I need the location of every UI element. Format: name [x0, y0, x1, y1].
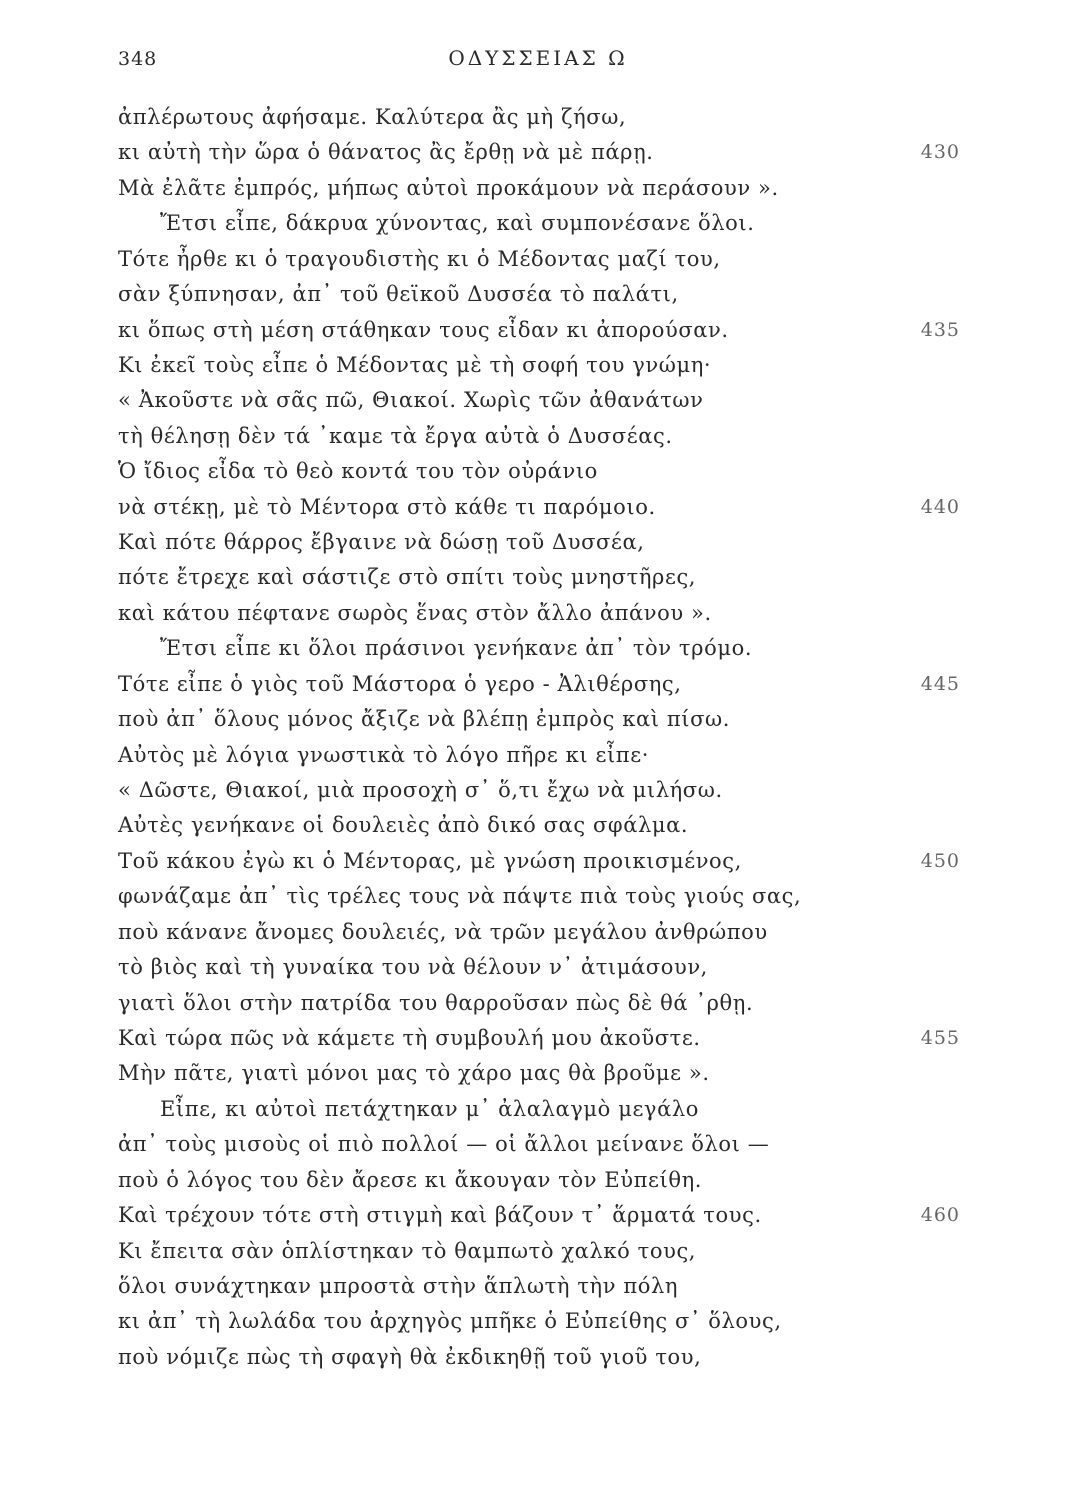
verse-line [0, 773, 1076, 808]
verse-text: ποὺ ὁ λόγος του δὲν ἄρεσε κι ἄκουγαν τὸν Εὐπείθη. [118, 1167, 703, 1192]
verse-line [0, 1092, 1076, 1127]
verse-line [0, 313, 1076, 348]
verse-line [0, 986, 1076, 1021]
verse-line [0, 1304, 1076, 1339]
verse-text: Καὶ πότε θάρρος ἔβγαινε νὰ δώσῃ τοῦ Δυσσέα, [118, 530, 645, 555]
verse-line [0, 242, 1076, 277]
verse-text: γιατὶ ὅλοι στὴν πατρίδα του θαρροῦσαν πὼς δὲ θά ᾽ρθῃ. [118, 990, 754, 1015]
verse-line [0, 206, 1076, 241]
poem-text [0, 100, 1076, 1375]
verse-text: Μὴν πᾶτε, γιατὶ μόνοι μας τὸ χάρο μας θὰ βροῦμε ». [118, 1061, 710, 1086]
verse-line [0, 1021, 1076, 1056]
verse-line [0, 915, 1076, 950]
verse-text: Ἔτσι εἶπε, δάκρυα χύνοντας, καὶ συμπονέσανε ὅλοι. [160, 211, 755, 236]
verse-text: Τοῦ κάκου ἐγὼ κι ὁ Μέντορας, μὲ γνώση προικισμένος, [118, 848, 742, 873]
verse-text: Κι ἔπειτα σὰν ὁπλίστηκαν τὸ θαμπωτὸ χαλκό τους, [118, 1238, 697, 1263]
verse-line [0, 1269, 1076, 1304]
verse-line [0, 738, 1076, 773]
verse-text: ποὺ κάνανε ἄνομες δουλειές, νὰ τρῶν μεγάλου ἀνθρώπου [118, 919, 768, 944]
verse-line [0, 702, 1076, 737]
verse-line [0, 171, 1076, 206]
verse-line [0, 667, 1076, 702]
verse-text: σὰν ξύπνησαν, ἀπ᾽ τοῦ θεϊκοῦ Δυσσέα τὸ παλάτι, [118, 282, 679, 307]
verse-text: Μὰ ἐλᾶτε ἐμπρός, μήπως αὐτοὶ προκάμουν νὰ περάσουν ». [118, 175, 779, 200]
verse-number: 460 [920, 1204, 960, 1227]
verse-text: κι αὐτὴ τὴν ὥρα ὁ θάνατος ἂς ἔρθῃ νὰ μὲ πάρῃ. [118, 140, 654, 165]
verse-line [0, 1127, 1076, 1162]
running-title: ΟΔΥΣΣΕΙΑΣ Ω [448, 46, 628, 70]
verse-line [0, 277, 1076, 312]
verse-line [0, 560, 1076, 595]
verse-line [0, 454, 1076, 489]
verse-text: Τότε ἦρθε κι ὁ τραγουδιστὴς κι ὁ Μέδοντας μαζί του, [118, 246, 721, 271]
verse-line [0, 1340, 1076, 1375]
verse-text: ποὺ ἀπ᾽ ὅλους μόνος ἄξιζε νὰ βλέπῃ ἐμπρὸς καὶ πίσω. [118, 707, 731, 732]
verse-line [0, 950, 1076, 985]
verse-line [0, 879, 1076, 914]
verse-text: Αὐτὲς γενήκανε οἱ δουλειὲς ἀπὸ δικό σας σφάλμα. [118, 813, 689, 838]
verse-text: Αὐτὸς μὲ λόγια γνωστικὰ τὸ λόγο πῆρε κι εἶπε· [118, 742, 649, 767]
verse-text: Καὶ τρέχουν τότε στὴ στιγμὴ καὶ βάζουν τ᾽ ἅρματά τους. [118, 1203, 762, 1228]
verse-text: ἀπλέρωτους ἀφήσαμε. Καλύτερα ἂς μὴ ζήσω, [118, 105, 627, 129]
verse-line [0, 844, 1076, 879]
verse-number: 445 [920, 672, 960, 695]
verse-text: Κι ἐκεῖ τοὺς εἶπε ὁ Μέδοντας μὲ τὴ σοφή του γνώμη· [118, 352, 712, 377]
verse-text: « Δῶστε, Θιακοί, μιὰ προσοχὴ σ᾽ ὅ,τι ἔχω νὰ μιλήσω. [118, 778, 723, 803]
verse-text: τὴ θέλησῃ δὲν τά ᾽καμε τὰ ἔργα αὐτὰ ὁ Δυσσέας. [118, 423, 673, 448]
verse-text: ἀπ᾽ τοὺς μισοὺς οἱ πιὸ πολλοί — οἱ ἄλλοι μείνανε ὅλοι — [118, 1132, 770, 1157]
verse-line [0, 348, 1076, 383]
verse-line [0, 419, 1076, 454]
verse-text: ποὺ νόμιζε πὼς τὴ σφαγὴ θὰ ἐκδικηθῇ τοῦ γιοῦ του, [118, 1344, 702, 1369]
verse-line [0, 525, 1076, 560]
verse-line [0, 100, 1076, 135]
verse-number: 430 [920, 141, 960, 164]
verse-line [0, 1198, 1076, 1233]
verse-text: Ὁ ἴδιος εἶδα τὸ θεὸ κοντά του τὸν οὐράνιο [118, 459, 598, 484]
verse-text: Καὶ τώρα πῶς νὰ κάμετε τὴ συμβουλή μου ἀκοῦστε. [118, 1025, 701, 1050]
page-header [0, 40, 1076, 80]
verse-number: 440 [920, 495, 960, 518]
verse-line [0, 383, 1076, 418]
verse-text: πότε ἔτρεχε καὶ σάστιζε στὸ σπίτι τοὺς μνηστῆρες, [118, 565, 697, 590]
verse-line [0, 1056, 1076, 1091]
verse-text: τὸ βιὸς καὶ τὴ γυναίκα του νὰ θέλουν ν᾽ ἀτιμάσουν, [118, 955, 708, 980]
verse-text: κι ἀπ᾽ τὴ λωλάδα του ἀρχηγὸς μπῆκε ὁ Εὐπείθης σ᾽ ὅλους, [118, 1309, 782, 1334]
verse-text: κι ὅπως στὴ μέση στάθηκαν τους εἶδαν κι ἀπορούσαν. [118, 317, 729, 342]
verse-line [0, 1234, 1076, 1269]
verse-line [0, 808, 1076, 843]
verse-text: Εἶπε, κι αὐτοὶ πετάχτηκαν μ᾽ ἀλαλαγμὸ μεγάλο [160, 1096, 700, 1121]
verse-number: 450 [920, 849, 960, 872]
verse-line [0, 1163, 1076, 1198]
page-number: 348 [118, 48, 158, 70]
verse-line [0, 631, 1076, 666]
verse-text: νὰ στέκῃ, μὲ τὸ Μέντορα στὸ κάθε τι παρόμοιο. [118, 494, 656, 519]
verse-line [0, 135, 1076, 170]
verse-line [0, 596, 1076, 631]
verse-text: καὶ κάτου πέφτανε σωρὸς ἕνας στὸν ἄλλο ἀπάνου ». [118, 600, 712, 625]
verse-number: 455 [920, 1026, 960, 1049]
verse-line [0, 490, 1076, 525]
verse-text: φωνάζαμε ἀπ᾽ τὶς τρέλες τους νὰ πάψτε πιὰ τοὺς γιούς σας, [118, 884, 802, 909]
verse-text: ὅλοι συνάχτηκαν μπροστὰ στὴν ἅπλωτὴ τὴν πόλη [118, 1273, 679, 1298]
verse-text: Τότε εἶπε ὁ γιὸς τοῦ Μάστορα ὁ γερο - Ἀλιθέρσης, [118, 671, 682, 696]
verse-text: Ἔτσι εἶπε κι ὅλοι πράσινοι γενήκανε ἀπ᾽ τὸν τρόμο. [160, 636, 753, 661]
verse-text: « Ἀκοῦστε νὰ σᾶς πῶ, Θιακοί. Χωρὶς τῶν ἀθανάτων [118, 388, 704, 413]
verse-number: 435 [920, 318, 960, 341]
